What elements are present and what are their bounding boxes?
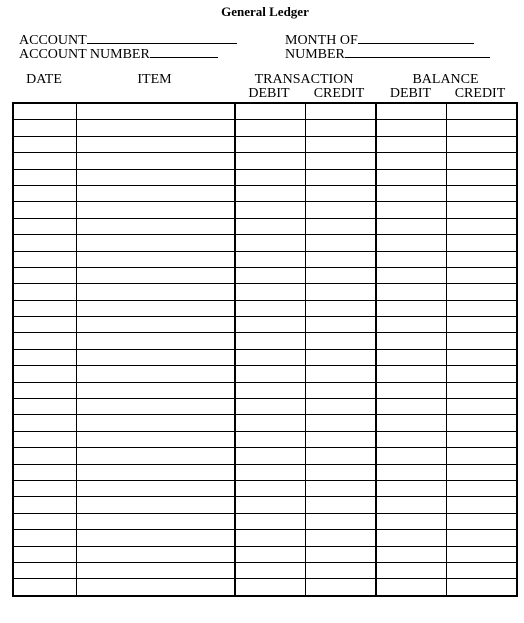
date-cell[interactable] [13, 562, 76, 578]
transaction-credit-cell[interactable] [305, 448, 376, 464]
transaction-debit-cell[interactable] [235, 415, 305, 431]
transaction-debit-cell[interactable] [235, 153, 305, 169]
transaction-credit-cell[interactable] [305, 267, 376, 283]
balance-credit-cell[interactable] [446, 497, 517, 513]
balance-credit-cell[interactable] [446, 136, 517, 152]
ledger-row [13, 333, 517, 349]
item-cell[interactable] [76, 120, 235, 136]
balance-credit-cell[interactable] [446, 415, 517, 431]
transaction-credit-cell[interactable] [305, 579, 376, 596]
date-cell[interactable] [13, 530, 76, 546]
balance-credit-cell[interactable] [446, 185, 517, 201]
transaction-credit-cell[interactable] [305, 218, 376, 234]
transaction-credit-cell[interactable] [305, 464, 376, 480]
item-cell[interactable] [76, 267, 235, 283]
ledger-row [13, 448, 517, 464]
balance-credit-cell[interactable] [446, 235, 517, 251]
ledger-row [13, 480, 517, 496]
item-cell[interactable] [76, 448, 235, 464]
balance-credit-cell[interactable] [446, 579, 517, 596]
item-cell[interactable] [76, 349, 235, 365]
date-cell[interactable] [13, 366, 76, 382]
date-cell[interactable] [13, 185, 76, 201]
item-cell[interactable] [76, 366, 235, 382]
transaction-debit-cell[interactable] [235, 497, 305, 513]
balance-credit-cell[interactable] [446, 464, 517, 480]
transaction-debit-cell[interactable] [235, 136, 305, 152]
balance-credit-cell[interactable] [446, 530, 517, 546]
transaction-credit-cell[interactable] [305, 202, 376, 218]
ledger-row [13, 497, 517, 513]
transaction-credit-cell[interactable] [305, 497, 376, 513]
date-cell[interactable] [13, 448, 76, 464]
transaction-debit-cell[interactable] [235, 464, 305, 480]
balance-credit-cell[interactable] [446, 317, 517, 333]
balance-credit-cell[interactable] [446, 169, 517, 185]
date-header: DATE [26, 72, 62, 87]
item-cell[interactable] [76, 333, 235, 349]
transaction-credit-cell[interactable] [305, 317, 376, 333]
date-cell[interactable] [13, 480, 76, 496]
date-cell[interactable] [13, 349, 76, 365]
transaction-debit-cell[interactable] [235, 562, 305, 578]
transaction-credit-cell[interactable] [305, 546, 376, 562]
ledger-row [13, 185, 517, 201]
balance-debit-cell[interactable] [376, 169, 446, 185]
balance-debit-cell[interactable] [376, 317, 446, 333]
account-label: ACCOUNT [19, 33, 87, 48]
transaction-debit-cell[interactable] [235, 235, 305, 251]
date-cell[interactable] [13, 546, 76, 562]
ledger-row [13, 546, 517, 562]
balance-debit-cell[interactable] [376, 562, 446, 578]
ledger-row [13, 415, 517, 431]
ledger-body [13, 103, 517, 596]
balance-debit-cell[interactable] [376, 136, 446, 152]
balance-credit-cell[interactable] [446, 431, 517, 447]
item-header: ITEM [137, 72, 172, 87]
balance-credit-cell[interactable] [446, 267, 517, 283]
transaction-debit-cell[interactable] [235, 399, 305, 415]
balance-debit-cell[interactable] [376, 120, 446, 136]
item-cell[interactable] [76, 202, 235, 218]
transaction-debit-cell[interactable] [235, 267, 305, 283]
ledger-row [13, 169, 517, 185]
balance-debit-cell[interactable] [376, 497, 446, 513]
transaction-credit-cell[interactable] [305, 382, 376, 398]
item-cell[interactable] [76, 153, 235, 169]
date-cell[interactable] [13, 153, 76, 169]
transaction-credit-cell[interactable] [305, 153, 376, 169]
ledger-row [13, 267, 517, 283]
transaction-debit-cell[interactable] [235, 382, 305, 398]
item-cell[interactable] [76, 317, 235, 333]
item-cell[interactable] [76, 464, 235, 480]
balance-credit-cell[interactable] [446, 202, 517, 218]
transaction-debit-cell[interactable] [235, 431, 305, 447]
item-cell[interactable] [76, 497, 235, 513]
item-cell[interactable] [76, 136, 235, 152]
item-cell[interactable] [76, 562, 235, 578]
date-cell[interactable] [13, 382, 76, 398]
balance-debit-cell[interactable] [376, 480, 446, 496]
item-cell[interactable] [76, 284, 235, 300]
balance-debit-header: DEBIT [389, 86, 432, 101]
item-cell[interactable] [76, 235, 235, 251]
ledger-row [13, 317, 517, 333]
date-cell[interactable] [13, 300, 76, 316]
balance-credit-cell[interactable] [446, 480, 517, 496]
balance-debit-cell[interactable] [376, 399, 446, 415]
balance-credit-cell[interactable] [446, 218, 517, 234]
number-label: NUMBER [285, 47, 345, 62]
balance-credit-cell[interactable] [446, 349, 517, 365]
balance-credit-cell[interactable] [446, 300, 517, 316]
transaction-debit-cell[interactable] [235, 218, 305, 234]
balance-debit-cell[interactable] [376, 333, 446, 349]
balance-debit-cell[interactable] [376, 251, 446, 267]
transaction-debit-cell[interactable] [235, 480, 305, 496]
ledger-row [13, 579, 517, 596]
ledger-row [13, 431, 517, 447]
ledger-row [13, 235, 517, 251]
balance-credit-cell[interactable] [446, 546, 517, 562]
date-cell[interactable] [13, 284, 76, 300]
date-cell[interactable] [13, 251, 76, 267]
ledger-row [13, 120, 517, 136]
ledger-row [13, 202, 517, 218]
ledger-row [13, 562, 517, 578]
item-cell[interactable] [76, 169, 235, 185]
ledger-row [13, 366, 517, 382]
item-cell[interactable] [76, 399, 235, 415]
transaction-debit-cell[interactable] [235, 120, 305, 136]
account-blank[interactable] [87, 31, 237, 44]
balance-debit-cell[interactable] [376, 448, 446, 464]
date-cell[interactable] [13, 103, 76, 120]
date-cell[interactable] [13, 399, 76, 415]
date-cell[interactable] [13, 579, 76, 596]
item-cell[interactable] [76, 530, 235, 546]
balance-credit-cell[interactable] [446, 284, 517, 300]
number-field [285, 45, 490, 62]
date-cell[interactable] [13, 464, 76, 480]
item-cell[interactable] [76, 103, 235, 120]
ledger-row [13, 136, 517, 152]
balance-credit-cell[interactable] [446, 399, 517, 415]
balance-credit-cell[interactable] [446, 153, 517, 169]
transaction-credit-cell[interactable] [305, 480, 376, 496]
ledger-row [13, 218, 517, 234]
balance-debit-cell[interactable] [376, 546, 446, 562]
item-cell[interactable] [76, 415, 235, 431]
ledger-row [13, 399, 517, 415]
balance-debit-cell[interactable] [376, 153, 446, 169]
transaction-debit-header: DEBIT [248, 86, 290, 101]
balance-credit-cell[interactable] [446, 448, 517, 464]
transaction-debit-cell[interactable] [235, 530, 305, 546]
transaction-credit-cell[interactable] [305, 103, 376, 120]
date-cell[interactable] [13, 202, 76, 218]
item-cell[interactable] [76, 218, 235, 234]
balance-debit-cell[interactable] [376, 284, 446, 300]
date-cell[interactable] [13, 415, 76, 431]
transaction-credit-cell[interactable] [305, 431, 376, 447]
transaction-credit-cell[interactable] [305, 235, 376, 251]
transaction-debit-cell[interactable] [235, 448, 305, 464]
month-of-label: MONTH OF [285, 33, 358, 48]
date-cell[interactable] [13, 235, 76, 251]
transaction-credit-cell[interactable] [305, 415, 376, 431]
balance-debit-cell[interactable] [376, 218, 446, 234]
transaction-debit-cell[interactable] [235, 251, 305, 267]
balance-credit-header: CREDIT [454, 86, 506, 101]
transaction-credit-cell[interactable] [305, 513, 376, 529]
account-number-blank[interactable] [150, 45, 218, 58]
ledger-row [13, 300, 517, 316]
transaction-debit-cell[interactable] [235, 284, 305, 300]
transaction-debit-cell[interactable] [235, 169, 305, 185]
balance-debit-cell[interactable] [376, 431, 446, 447]
transaction-credit-cell[interactable] [305, 300, 376, 316]
balance-debit-cell[interactable] [376, 579, 446, 596]
transaction-credit-cell[interactable] [305, 169, 376, 185]
date-cell[interactable] [13, 267, 76, 283]
item-cell[interactable] [76, 513, 235, 529]
ledger-row [13, 284, 517, 300]
balance-credit-cell[interactable] [446, 366, 517, 382]
transaction-credit-cell[interactable] [305, 136, 376, 152]
transaction-debit-cell[interactable] [235, 513, 305, 529]
balance-header: BALANCE [412, 72, 479, 87]
ledger-row [13, 530, 517, 546]
balance-debit-cell[interactable] [376, 103, 446, 120]
transaction-credit-cell[interactable] [305, 349, 376, 365]
transaction-debit-cell[interactable] [235, 366, 305, 382]
ledger-row [13, 464, 517, 480]
transaction-debit-cell[interactable] [235, 202, 305, 218]
transaction-credit-cell[interactable] [305, 185, 376, 201]
balance-debit-cell[interactable] [376, 202, 446, 218]
balance-credit-cell[interactable] [446, 333, 517, 349]
balance-debit-cell[interactable] [376, 366, 446, 382]
transaction-credit-header: CREDIT [313, 86, 365, 101]
transaction-credit-cell[interactable] [305, 562, 376, 578]
transaction-credit-cell[interactable] [305, 251, 376, 267]
item-cell[interactable] [76, 431, 235, 447]
transaction-debit-cell[interactable] [235, 579, 305, 596]
balance-debit-cell[interactable] [376, 185, 446, 201]
balance-debit-cell[interactable] [376, 415, 446, 431]
balance-debit-cell[interactable] [376, 382, 446, 398]
balance-debit-cell[interactable] [376, 349, 446, 365]
balance-debit-cell[interactable] [376, 464, 446, 480]
item-cell[interactable] [76, 382, 235, 398]
item-cell[interactable] [76, 185, 235, 201]
transaction-credit-cell[interactable] [305, 120, 376, 136]
ledger-row [13, 153, 517, 169]
date-cell[interactable] [13, 218, 76, 234]
balance-debit-cell[interactable] [376, 267, 446, 283]
transaction-debit-cell[interactable] [235, 349, 305, 365]
balance-credit-cell[interactable] [446, 103, 517, 120]
transaction-credit-cell[interactable] [305, 284, 376, 300]
account-number-label: ACCOUNT NUMBER [19, 47, 150, 62]
balance-debit-cell[interactable] [376, 235, 446, 251]
date-cell[interactable] [13, 136, 76, 152]
date-cell[interactable] [13, 497, 76, 513]
transaction-credit-cell[interactable] [305, 333, 376, 349]
item-cell[interactable] [76, 300, 235, 316]
transaction-debit-cell[interactable] [235, 546, 305, 562]
balance-debit-cell[interactable] [376, 513, 446, 529]
transaction-header: TRANSACTION [254, 72, 354, 87]
transaction-credit-cell[interactable] [305, 530, 376, 546]
ledger-row [13, 103, 517, 120]
transaction-debit-cell[interactable] [235, 185, 305, 201]
transaction-credit-cell[interactable] [305, 366, 376, 382]
date-cell[interactable] [13, 513, 76, 529]
number-blank[interactable] [345, 45, 490, 58]
ledger-row [13, 349, 517, 365]
ledger-table [12, 102, 518, 597]
ledger-row [13, 251, 517, 267]
date-cell[interactable] [13, 169, 76, 185]
ledger-row [13, 513, 517, 529]
item-cell[interactable] [76, 546, 235, 562]
balance-credit-cell[interactable] [446, 120, 517, 136]
transaction-debit-cell[interactable] [235, 103, 305, 120]
balance-credit-cell[interactable] [446, 382, 517, 398]
date-cell[interactable] [13, 431, 76, 447]
item-cell[interactable] [76, 480, 235, 496]
transaction-debit-cell[interactable] [235, 300, 305, 316]
balance-credit-cell[interactable] [446, 513, 517, 529]
transaction-debit-cell[interactable] [235, 333, 305, 349]
item-cell[interactable] [76, 251, 235, 267]
transaction-credit-cell[interactable] [305, 399, 376, 415]
date-cell[interactable] [13, 333, 76, 349]
transaction-debit-cell[interactable] [235, 317, 305, 333]
balance-debit-cell[interactable] [376, 300, 446, 316]
balance-credit-cell[interactable] [446, 562, 517, 578]
page-title: General Ledger [221, 4, 309, 19]
ledger-row [13, 382, 517, 398]
date-cell[interactable] [13, 120, 76, 136]
month-of-blank[interactable] [358, 31, 474, 44]
balance-credit-cell[interactable] [446, 251, 517, 267]
account-number-field [19, 45, 218, 62]
date-cell[interactable] [13, 317, 76, 333]
item-cell[interactable] [76, 579, 235, 596]
balance-debit-cell[interactable] [376, 530, 446, 546]
